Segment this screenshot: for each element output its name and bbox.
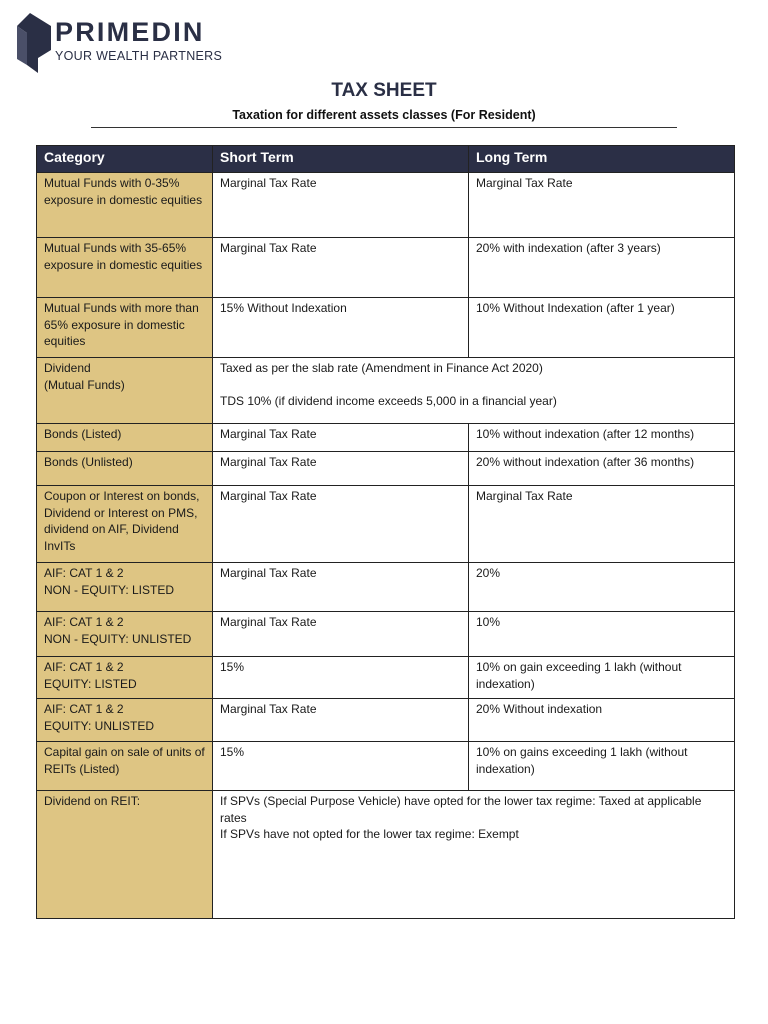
long-term-cell: 20% [469,563,735,612]
long-term-cell: 20% without indexation (after 36 months) [469,452,735,486]
page-title: TAX SHEET [331,80,437,101]
short-term-cell: Marginal Tax Rate [213,612,469,657]
table-header-row [37,146,735,173]
category-cell: AIF: CAT 1 & 2 EQUITY: UNLISTED [37,699,213,742]
header-short-term: Short Term [213,146,469,173]
title-divider [91,127,677,128]
short-term-cell: Marginal Tax Rate [213,238,469,298]
long-term-cell: 20% with indexation (after 3 years) [469,238,735,298]
long-term-cell: Marginal Tax Rate [469,486,735,563]
long-term-cell: 10% [469,612,735,657]
table-row [37,424,735,452]
long-term-cell: 10% on gain exceeding 1 lakh (without indexation) [469,657,735,699]
table-row [37,563,735,612]
primedin-logo-icon [17,13,51,73]
brand-name: PRIMEDIN [55,17,205,47]
category-cell: Dividend (Mutual Funds) [37,358,213,424]
table-row [37,612,735,657]
category-cell: Dividend on REIT: [37,791,213,919]
short-term-cell: 15% [213,657,469,699]
merged-tax-cell: Taxed as per the slab rate (Amendment in Finance Act 2020) TDS 10% (if dividend income exceeds 5,000 in a financial year) [213,358,735,424]
long-term-cell: 10% on gains exceeding 1 lakh (without indexation) [469,742,735,791]
short-term-cell: 15% [213,742,469,791]
table-row [37,173,735,238]
long-term-cell: Marginal Tax Rate [469,173,735,238]
brand-tagline: YOUR WEALTH PARTNERS [55,49,223,63]
category-cell: Mutual Funds with 0-35% exposure in domestic equities [37,173,213,238]
table-row [37,238,735,298]
table-row [37,657,735,699]
table-row [37,452,735,486]
long-term-cell: 10% Without Indexation (after 1 year) [469,298,735,358]
category-cell: Coupon or Interest on bonds, Dividend or Interest on PMS, dividend on AIF, Dividend InvITs [37,486,213,563]
category-cell: Bonds (Listed) [37,424,213,452]
header-category: Category [37,146,213,173]
category-cell: Capital gain on sale of units of REITs (Listed) [37,742,213,791]
page-subtitle: Taxation for different assets classes (For Resident) [232,108,536,122]
category-cell: AIF: CAT 1 & 2 NON - EQUITY: UNLISTED [37,612,213,657]
category-cell: AIF: CAT 1 & 2 EQUITY: LISTED [37,657,213,699]
long-term-cell: 20% Without indexation [469,699,735,742]
short-term-cell: Marginal Tax Rate [213,424,469,452]
short-term-cell: 15% Without Indexation [213,298,469,358]
header-long-term: Long Term [469,146,735,173]
table-row [37,742,735,791]
long-term-cell: 10% without indexation (after 12 months) [469,424,735,452]
table-row [37,358,735,424]
category-cell: Mutual Funds with 35-65% exposure in domestic equities [37,238,213,298]
short-term-cell: Marginal Tax Rate [213,173,469,238]
company-logo [17,13,222,73]
short-term-cell: Marginal Tax Rate [213,699,469,742]
category-cell: Mutual Funds with more than 65% exposure in domestic equities [37,298,213,358]
merged-tax-cell: If SPVs (Special Purpose Vehicle) have opted for the lower tax regime: Taxed at applicable rates If SPVs have not opted for the lower tax regime: Exempt [213,791,735,919]
table-row [37,791,735,919]
table-row [37,486,735,563]
category-cell: Bonds (Unlisted) [37,452,213,486]
short-term-cell: Marginal Tax Rate [213,452,469,486]
short-term-cell: Marginal Tax Rate [213,486,469,563]
table-row [37,298,735,358]
tax-table [36,145,735,919]
table-row [37,699,735,742]
short-term-cell: Marginal Tax Rate [213,563,469,612]
category-cell: AIF: CAT 1 & 2 NON - EQUITY: LISTED [37,563,213,612]
